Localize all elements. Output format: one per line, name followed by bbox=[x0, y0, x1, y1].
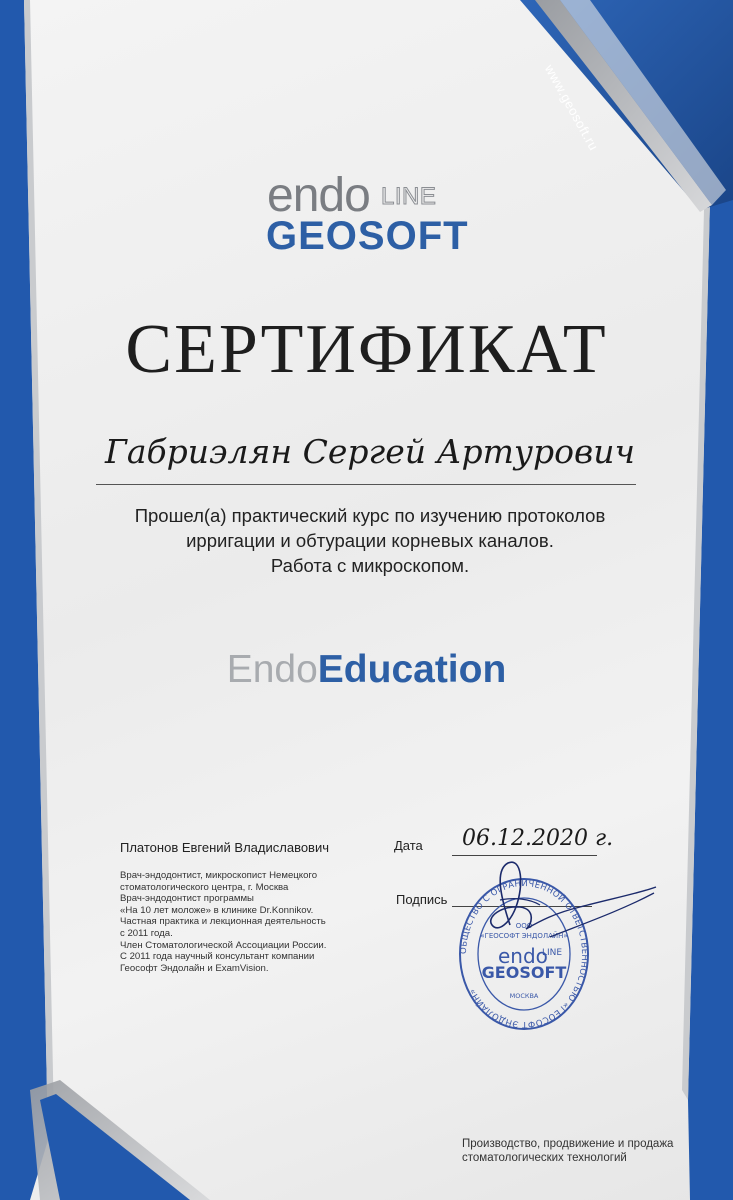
bio-line: Врач-эндодонтист, микроскопист Немецкого bbox=[120, 870, 318, 881]
endo-education-logo bbox=[0, 648, 733, 692]
bio-line: с 2011 года. bbox=[120, 927, 173, 939]
bio-line: Член Стоматологической Ассоциации России. bbox=[120, 939, 327, 951]
certificate-title: СЕРТИФИКАТ bbox=[125, 311, 608, 388]
signer-name: Платонов Евгений Владиславович bbox=[120, 840, 329, 855]
logo-geosoft-text: GEOSOFT bbox=[266, 214, 469, 258]
handwritten-signature bbox=[440, 855, 670, 955]
website-url: www.geosoft.ru bbox=[541, 62, 602, 154]
bio-line: Врач-эндодонтист программы bbox=[120, 893, 254, 905]
stamp-org-name: «ГЕОСОФТ ЭНДОЛАЙН» bbox=[480, 932, 568, 940]
stamp-logo-endo: endo bbox=[498, 944, 548, 968]
stamp-org-short: ООО bbox=[515, 922, 533, 930]
bio-line: «На 10 лет моложе» в клинике Dr.Konnikov. bbox=[120, 904, 314, 916]
course-line: ирригации и обтурации корневых каналов. bbox=[186, 530, 554, 551]
recipient-underline bbox=[96, 484, 636, 485]
endoline-geosoft-logo bbox=[262, 169, 469, 266]
stamp-city: МОСКВА bbox=[509, 992, 539, 1000]
logo-endo-text: endo bbox=[267, 169, 370, 222]
course-description bbox=[60, 503, 680, 578]
course-line: Прошел(а) практический курс по изучению протоколов bbox=[134, 505, 606, 526]
tagline-line: Производство, продвижение и продажа bbox=[462, 1138, 674, 1150]
course-line: Работа с микроскопом. bbox=[270, 555, 470, 576]
date-value: 06.12.2020 г. bbox=[462, 826, 614, 851]
date-label: Дата bbox=[394, 838, 423, 853]
bio-line: стоматологического центра, г. Москва bbox=[120, 881, 289, 893]
signature-label: Подпись bbox=[396, 892, 448, 907]
recipient-name: Габриэлян Сергей Артурович bbox=[105, 432, 635, 471]
endo-education-part1: Endo bbox=[226, 648, 318, 691]
tagline-line: стоматологических технологий bbox=[462, 1152, 627, 1164]
stamp-logo-geosoft: GEOSOFT bbox=[481, 963, 567, 982]
bio-line: С 2011 года научный консультант компании bbox=[120, 951, 315, 963]
stamp-logo-line: LINE bbox=[542, 948, 563, 958]
stamp-outer-text: ОБЩЕСТВО С ОГРАНИЧЕННОЙ ОТВЕТСТВЕННОСТЬЮ «ГЕОСОФТ ЭНДОЛАЙН» bbox=[458, 878, 590, 1030]
endo-education-part2: Education bbox=[317, 648, 507, 691]
bio-line: Частная практика и лекционная деятельность bbox=[120, 916, 326, 928]
logo-line-text: LINE bbox=[381, 183, 437, 210]
company-tagline bbox=[462, 1137, 673, 1165]
signer-bio bbox=[120, 870, 326, 974]
bio-line: Геософт Эндолайн и ExamVision. bbox=[120, 962, 269, 974]
